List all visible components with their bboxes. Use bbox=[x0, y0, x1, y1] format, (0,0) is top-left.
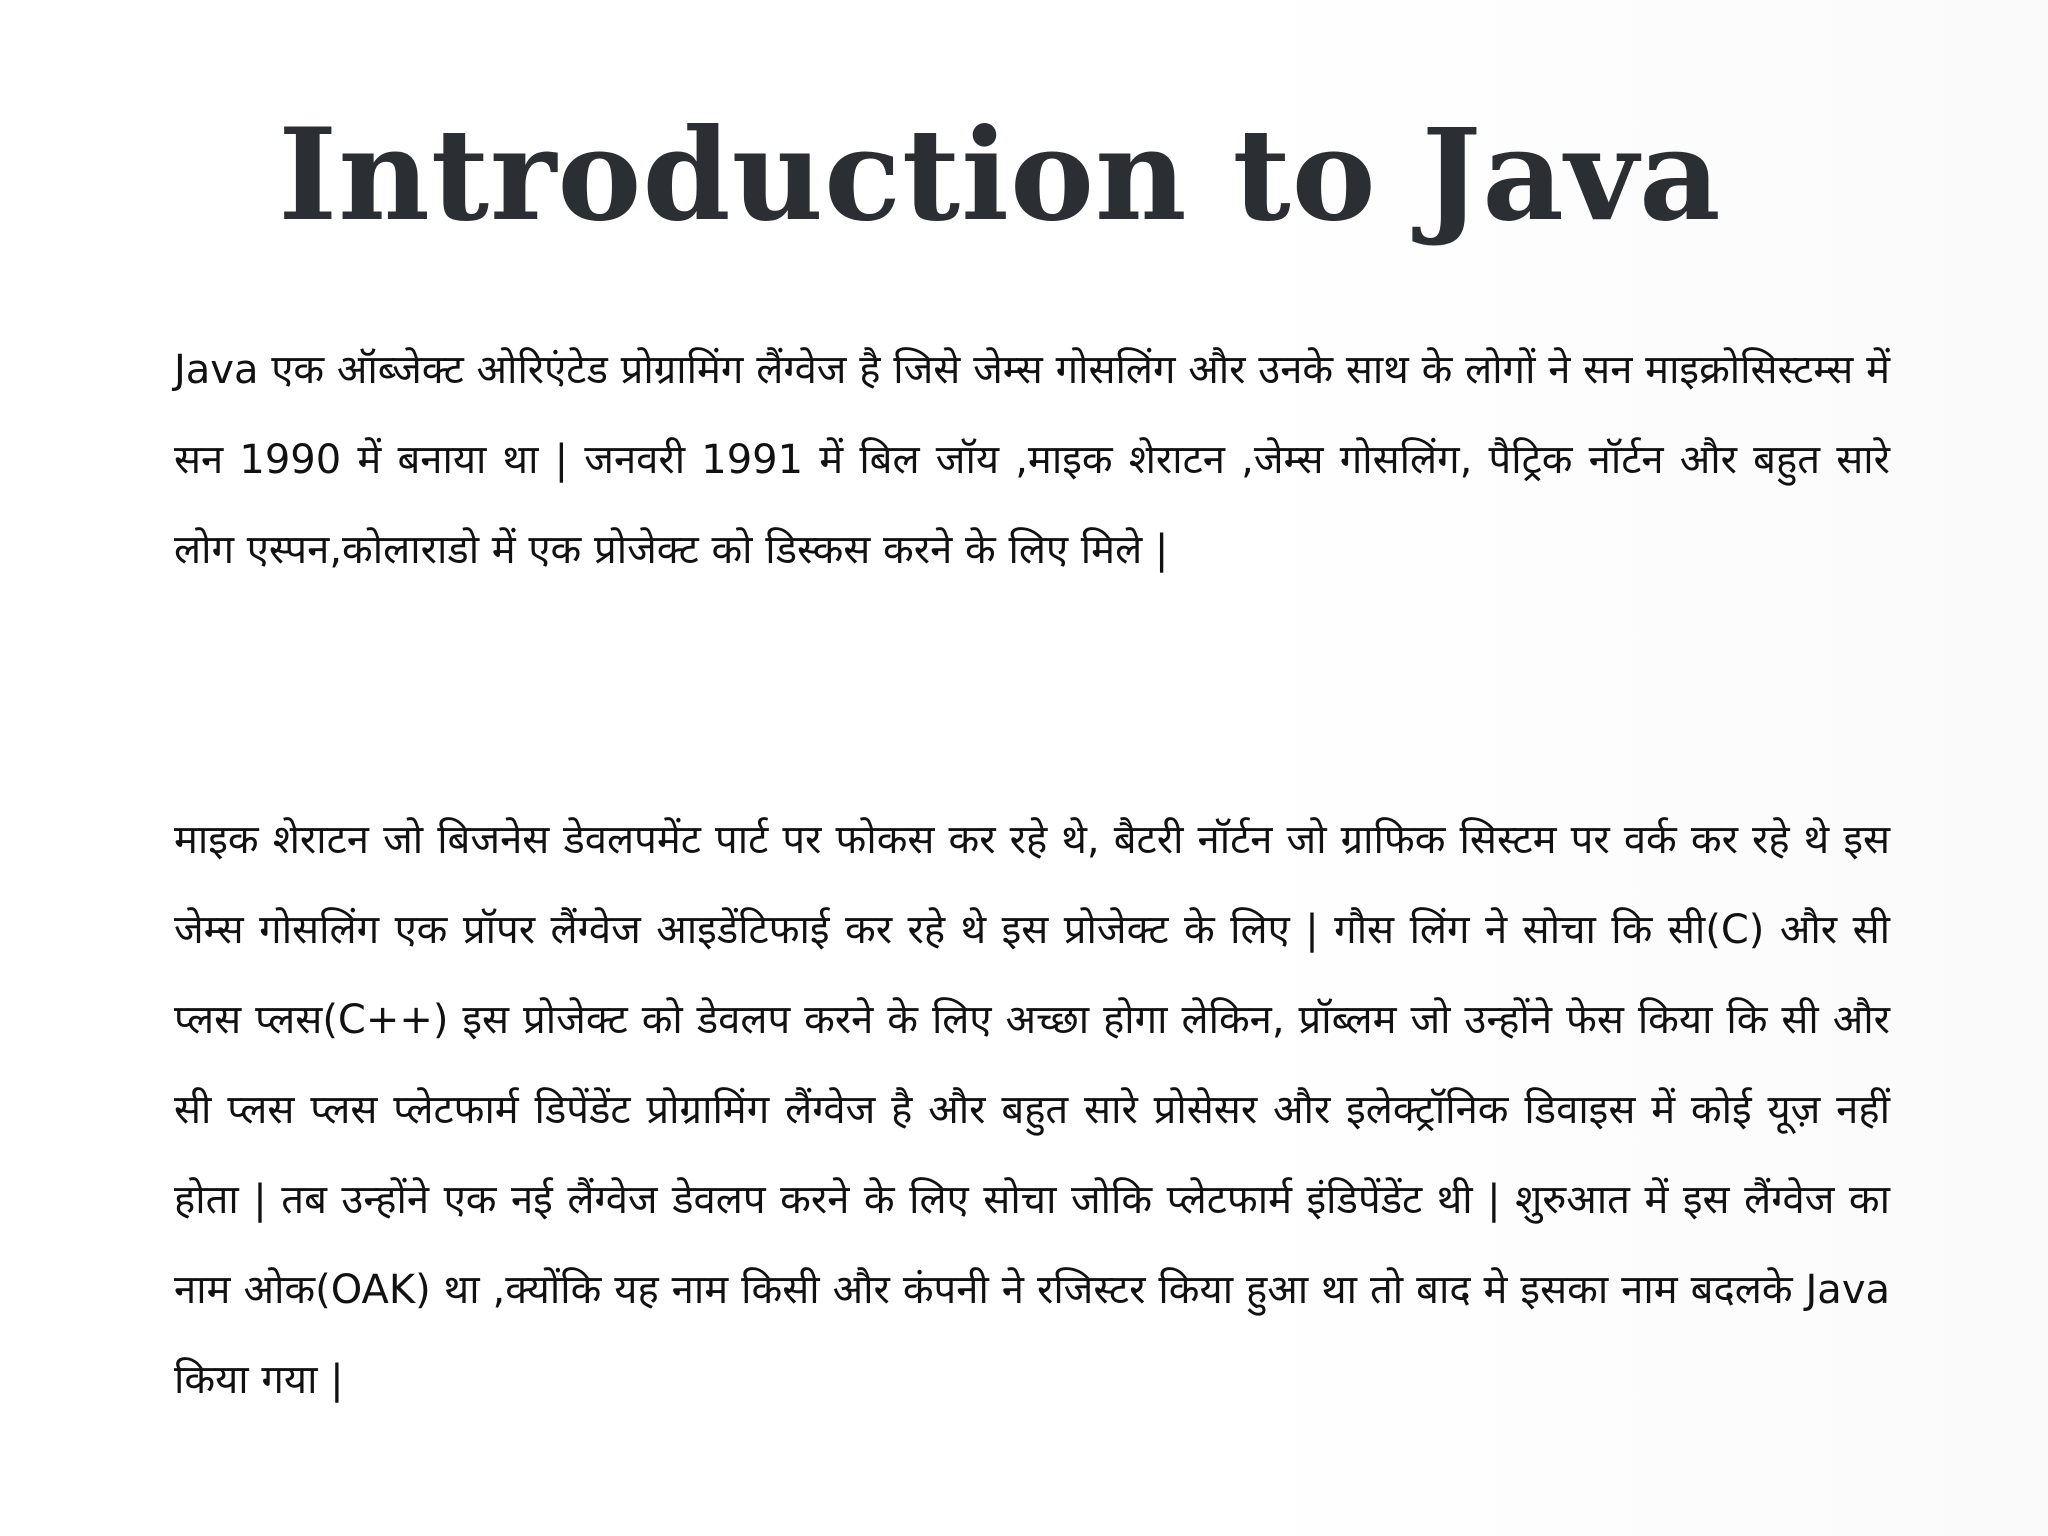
page-title: Introduction to Java bbox=[278, 101, 1722, 249]
paragraph-history-intro: Java एक ऑब्जेक्ट ओरिएंटेड प्रोग्रामिंग लैंग्वेज है जिसे जेम्स गोसलिंग और उनके साथ के लोगों ने सन माइक्रोसिस्टम्स में सन 1990 में बनाया था | जनवरी 1991 में बिल जॉय ,माइक शेराटन ,जेम्स गोसलिंग, पैट्रिक नॉर्टन और बहुत सारे लोग एस्पन,कोलाराडो में एक प्रोजेक्ट को डिस्कस करने के लिए मिले | bbox=[174, 347, 1890, 573]
paragraph-history-details: माइक शेराटन जो बिजनेस डेवलपमेंट पार्ट पर फोकस कर रहे थे, बैटरी नॉर्टन जो ग्राफिक सिस्टम पर वर्क कर रहे थे इस जेम्स गोसलिंग एक प्रॉपर लैंग्वेज आइडेंटिफाई कर रहे थे इस प्रोजेक्ट के लिए | गौस लिंग ने सोचा कि सी(C) और सी प्लस प्लस(C++) इस प्रोजेक्ट को डेवलप करने के लिए अच्छा होगा लेकिन, प्रॉब्लम जो उन्होंने फेस किया कि सी और सी प्लस प्लस प्लेटफार्म डिपेंडेंट प्रोग्रामिंग लैंग्वेज है और बहुत सारे प्रोसेसर और इलेक्ट्रॉनिक डिवाइस में कोई यूज़ नहीं होता | तब उन्होंने एक नई लैंग्वेज डेवलप करने के लिए सोचा जोकि प्लेटफार्म इंडिपेंडेंट थी | शुरुआत में इस लैंग्वेज का नाम ओक(OAK) था ,क्योंकि यह नाम किसी और कंपनी ने रजिस्टर किया हुआ था तो बाद मे इसका नाम बदलके Java किया गया | bbox=[174, 817, 1890, 1403]
